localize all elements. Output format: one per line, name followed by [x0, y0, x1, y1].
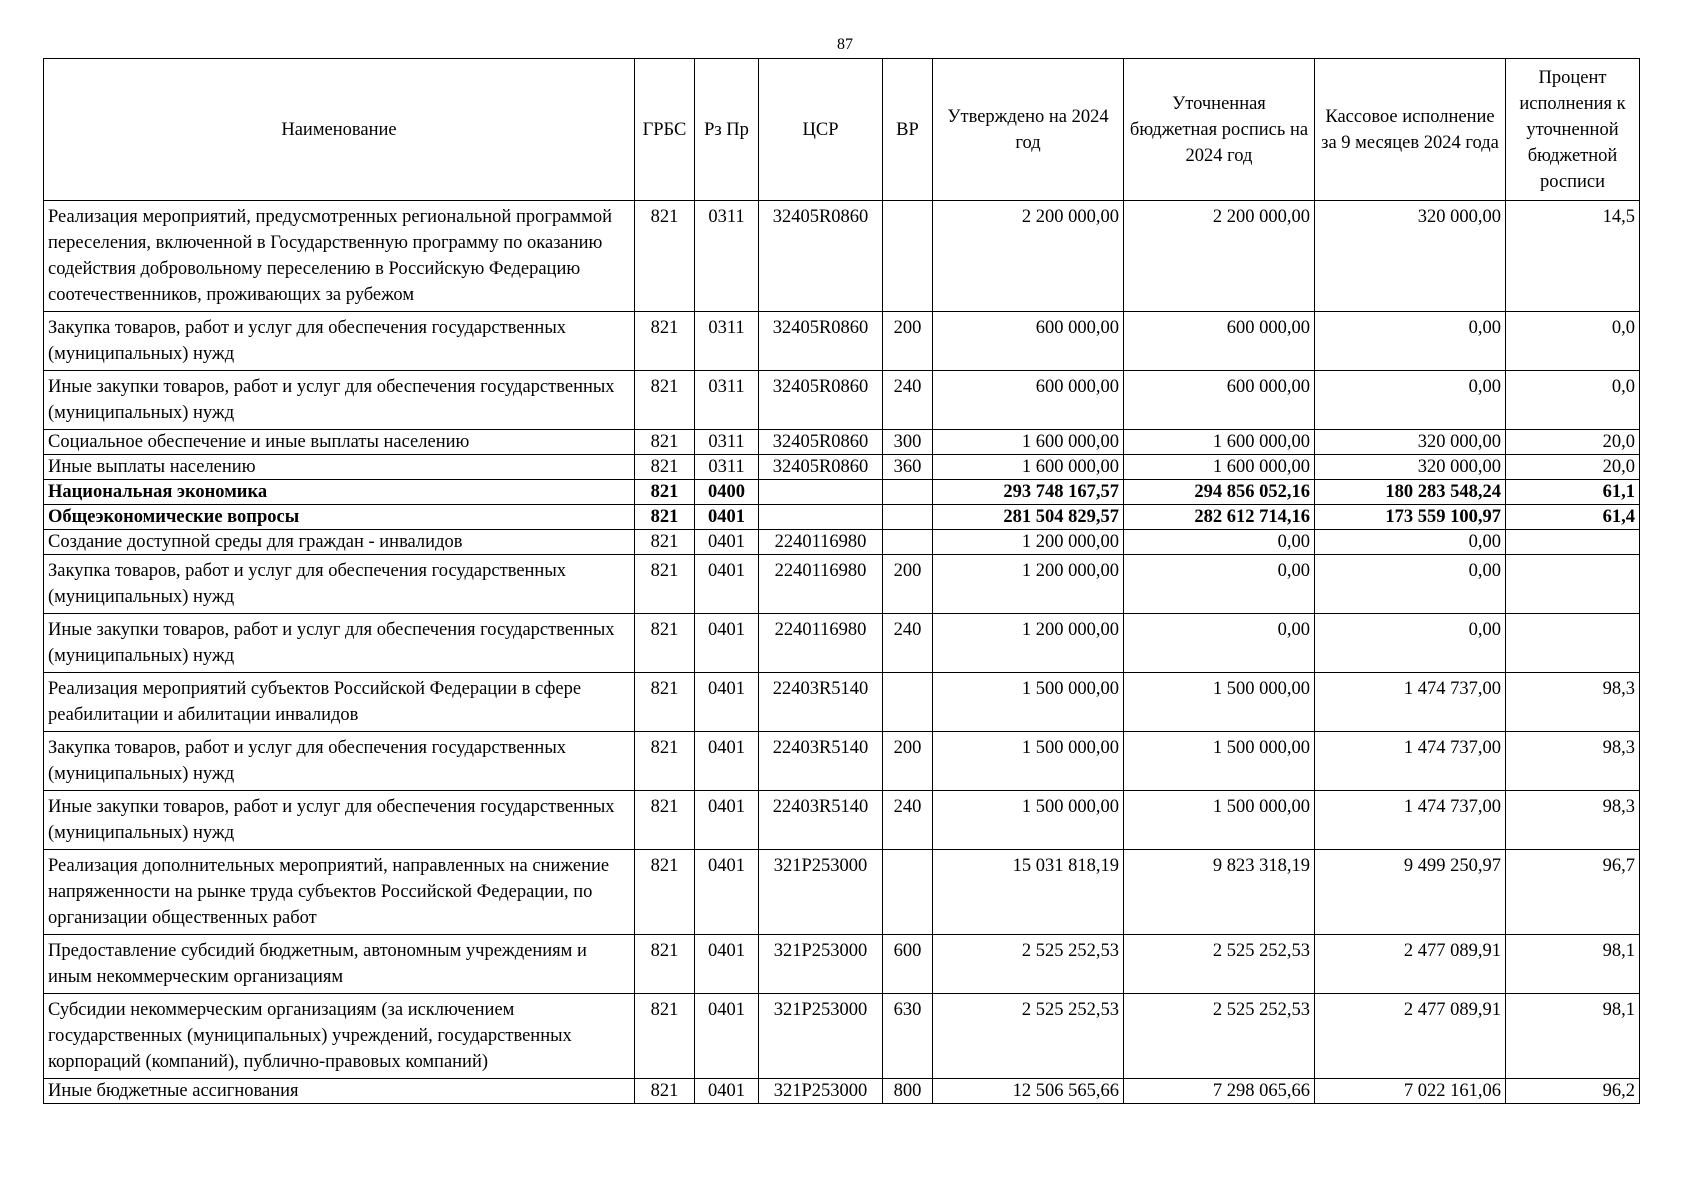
- cell-grbs: 821: [635, 480, 695, 505]
- cell-grbs: 821: [635, 430, 695, 455]
- cell-refined: 1 600 000,00: [1124, 430, 1315, 455]
- column-header-csr: ЦСР: [759, 59, 883, 201]
- cell-name: Реализация мероприятий, предусмотренных региональной программой переселения, включенной в Государственную программу по оказанию содействия добровольному переселению в Российскую Федерацию соотечественников, проживающих за рубежом: [44, 201, 635, 312]
- column-header-percent: Процент исполнения к уточненной бюджетной росписи: [1506, 59, 1640, 201]
- cell-grbs: 821: [635, 994, 695, 1079]
- cell-rzpr: 0401: [695, 850, 759, 935]
- cell-rzpr: 0401: [695, 935, 759, 994]
- cell-approved: 1 200 000,00: [933, 530, 1124, 555]
- cell-rzpr: 0311: [695, 201, 759, 312]
- table-row: [44, 994, 1640, 1079]
- cell-executed: 9 499 250,97: [1315, 850, 1506, 935]
- table-row: [44, 530, 1640, 555]
- cell-vr: 200: [883, 312, 933, 371]
- column-header-name: Наименование: [44, 59, 635, 201]
- cell-name: Предоставление субсидий бюджетным, автономным учреждениям и иным некоммерческим организациям: [44, 935, 635, 994]
- cell-executed: 180 283 548,24: [1315, 480, 1506, 505]
- cell-rzpr: 0401: [695, 555, 759, 614]
- budget-execution-table: [43, 58, 1640, 1104]
- cell-name: Социальное обеспечение и иные выплаты населению: [44, 430, 635, 455]
- cell-grbs: 821: [635, 614, 695, 673]
- cell-refined: 2 525 252,53: [1124, 935, 1315, 994]
- cell-percent: 96,2: [1506, 1079, 1640, 1104]
- column-header-vr: ВР: [883, 59, 933, 201]
- cell-approved: 293 748 167,57: [933, 480, 1124, 505]
- cell-rzpr: 0311: [695, 455, 759, 480]
- cell-executed: 1 474 737,00: [1315, 791, 1506, 850]
- cell-name: Иные закупки товаров, работ и услуг для обеспечения государственных (муниципальных) нужд: [44, 614, 635, 673]
- cell-percent: 96,7: [1506, 850, 1640, 935]
- table-row: [44, 732, 1640, 791]
- cell-grbs: 821: [635, 1079, 695, 1104]
- table-row: [44, 614, 1640, 673]
- table-row: [44, 312, 1640, 371]
- cell-approved: 2 525 252,53: [933, 935, 1124, 994]
- cell-percent: 98,3: [1506, 673, 1640, 732]
- cell-name: Общеэкономические вопросы: [44, 505, 635, 530]
- cell-vr: 360: [883, 455, 933, 480]
- cell-approved: 2 200 000,00: [933, 201, 1124, 312]
- cell-rzpr: 0311: [695, 371, 759, 430]
- cell-csr: 32405R0860: [759, 201, 883, 312]
- cell-name: Закупка товаров, работ и услуг для обеспечения государственных (муниципальных) нужд: [44, 555, 635, 614]
- cell-refined: 1 500 000,00: [1124, 673, 1315, 732]
- cell-grbs: 821: [635, 371, 695, 430]
- column-header-grbs: ГРБС: [635, 59, 695, 201]
- cell-executed: 0,00: [1315, 371, 1506, 430]
- cell-csr: 2240116980: [759, 614, 883, 673]
- cell-executed: 2 477 089,91: [1315, 935, 1506, 994]
- cell-vr: 240: [883, 371, 933, 430]
- cell-refined: 1 600 000,00: [1124, 455, 1315, 480]
- cell-grbs: 821: [635, 935, 695, 994]
- cell-rzpr: 0401: [695, 791, 759, 850]
- cell-percent: 98,1: [1506, 935, 1640, 994]
- cell-percent: 0,0: [1506, 312, 1640, 371]
- cell-vr: 300: [883, 430, 933, 455]
- cell-approved: 1 500 000,00: [933, 791, 1124, 850]
- cell-name: Иные закупки товаров, работ и услуг для обеспечения государственных (муниципальных) нужд: [44, 371, 635, 430]
- cell-vr: 800: [883, 1079, 933, 1104]
- cell-vr: 240: [883, 791, 933, 850]
- cell-percent: [1506, 530, 1640, 555]
- cell-name: Реализация дополнительных мероприятий, направленных на снижение напряженности на рынке труда субъектов Российской Федерации, по организации общественных работ: [44, 850, 635, 935]
- cell-refined: 7 298 065,66: [1124, 1079, 1315, 1104]
- cell-percent: [1506, 555, 1640, 614]
- cell-grbs: 821: [635, 201, 695, 312]
- cell-name: Национальная экономика: [44, 480, 635, 505]
- cell-percent: 14,5: [1506, 201, 1640, 312]
- cell-executed: 0,00: [1315, 530, 1506, 555]
- cell-refined: 282 612 714,16: [1124, 505, 1315, 530]
- page-number: 87: [837, 36, 853, 53]
- cell-vr: 200: [883, 555, 933, 614]
- cell-name: Реализация мероприятий субъектов Российской Федерации в сфере реабилитации и абилитации инвалидов: [44, 673, 635, 732]
- cell-rzpr: 0401: [695, 673, 759, 732]
- table-row: [44, 850, 1640, 935]
- table-row: [44, 1079, 1640, 1104]
- cell-vr: 200: [883, 732, 933, 791]
- cell-grbs: 821: [635, 530, 695, 555]
- cell-percent: 98,3: [1506, 732, 1640, 791]
- table-header-row: [44, 59, 1640, 201]
- cell-refined: 294 856 052,16: [1124, 480, 1315, 505]
- cell-rzpr: 0311: [695, 312, 759, 371]
- column-header-refined: Уточненная бюджетная роспись на 2024 год: [1124, 59, 1315, 201]
- cell-executed: 320 000,00: [1315, 455, 1506, 480]
- cell-approved: 1 200 000,00: [933, 555, 1124, 614]
- cell-csr: 22403R5140: [759, 732, 883, 791]
- table-row: [44, 505, 1640, 530]
- cell-grbs: 821: [635, 850, 695, 935]
- cell-approved: 600 000,00: [933, 371, 1124, 430]
- column-header-approved: Утверждено на 2024 год: [933, 59, 1124, 201]
- cell-approved: 15 031 818,19: [933, 850, 1124, 935]
- cell-percent: 98,1: [1506, 994, 1640, 1079]
- cell-approved: 1 200 000,00: [933, 614, 1124, 673]
- table-row: [44, 555, 1640, 614]
- cell-percent: 0,0: [1506, 371, 1640, 430]
- cell-rzpr: 0401: [695, 732, 759, 791]
- cell-csr: [759, 480, 883, 505]
- cell-name: Закупка товаров, работ и услуг для обеспечения государственных (муниципальных) нужд: [44, 312, 635, 371]
- cell-rzpr: 0401: [695, 1079, 759, 1104]
- cell-csr: 321P253000: [759, 1079, 883, 1104]
- cell-executed: 173 559 100,97: [1315, 505, 1506, 530]
- table-row: [44, 791, 1640, 850]
- cell-refined: 9 823 318,19: [1124, 850, 1315, 935]
- cell-executed: 7 022 161,06: [1315, 1079, 1506, 1104]
- cell-csr: [759, 505, 883, 530]
- cell-rzpr: 0401: [695, 994, 759, 1079]
- cell-name: Иные бюджетные ассигнования: [44, 1079, 635, 1104]
- cell-vr: [883, 201, 933, 312]
- cell-approved: 2 525 252,53: [933, 994, 1124, 1079]
- cell-executed: 1 474 737,00: [1315, 673, 1506, 732]
- cell-csr: 32405R0860: [759, 312, 883, 371]
- cell-approved: 1 500 000,00: [933, 732, 1124, 791]
- cell-grbs: 821: [635, 505, 695, 530]
- cell-rzpr: 0401: [695, 505, 759, 530]
- table-row: [44, 201, 1640, 312]
- cell-grbs: 821: [635, 312, 695, 371]
- cell-approved: 600 000,00: [933, 312, 1124, 371]
- cell-csr: 2240116980: [759, 555, 883, 614]
- table-row: [44, 673, 1640, 732]
- cell-percent: [1506, 614, 1640, 673]
- cell-approved: 1 500 000,00: [933, 673, 1124, 732]
- cell-refined: 0,00: [1124, 614, 1315, 673]
- cell-grbs: 821: [635, 455, 695, 480]
- cell-refined: 1 500 000,00: [1124, 732, 1315, 791]
- cell-grbs: 821: [635, 791, 695, 850]
- cell-csr: 2240116980: [759, 530, 883, 555]
- cell-refined: 600 000,00: [1124, 371, 1315, 430]
- cell-percent: 98,3: [1506, 791, 1640, 850]
- cell-approved: 281 504 829,57: [933, 505, 1124, 530]
- cell-refined: 0,00: [1124, 555, 1315, 614]
- cell-executed: 0,00: [1315, 555, 1506, 614]
- cell-executed: 2 477 089,91: [1315, 994, 1506, 1079]
- cell-percent: 20,0: [1506, 430, 1640, 455]
- cell-name: Создание доступной среды для граждан - инвалидов: [44, 530, 635, 555]
- cell-percent: 61,1: [1506, 480, 1640, 505]
- table-row: [44, 371, 1640, 430]
- table-body: [44, 201, 1640, 1104]
- cell-grbs: 821: [635, 732, 695, 791]
- table-row: [44, 480, 1640, 505]
- cell-grbs: 821: [635, 673, 695, 732]
- cell-approved: 12 506 565,66: [933, 1079, 1124, 1104]
- cell-rzpr: 0401: [695, 530, 759, 555]
- cell-refined: 600 000,00: [1124, 312, 1315, 371]
- cell-vr: [883, 850, 933, 935]
- cell-executed: 320 000,00: [1315, 201, 1506, 312]
- cell-approved: 1 600 000,00: [933, 430, 1124, 455]
- cell-vr: 240: [883, 614, 933, 673]
- cell-name: Иные выплаты населению: [44, 455, 635, 480]
- column-header-rzpr: Рз Пр: [695, 59, 759, 201]
- cell-refined: 1 500 000,00: [1124, 791, 1315, 850]
- cell-approved: 1 600 000,00: [933, 455, 1124, 480]
- cell-name: Закупка товаров, работ и услуг для обеспечения государственных (муниципальных) нужд: [44, 732, 635, 791]
- cell-refined: 0,00: [1124, 530, 1315, 555]
- cell-csr: 32405R0860: [759, 371, 883, 430]
- cell-csr: 32405R0860: [759, 430, 883, 455]
- table-row: [44, 430, 1640, 455]
- cell-csr: 321P253000: [759, 994, 883, 1079]
- cell-vr: [883, 530, 933, 555]
- cell-percent: 61,4: [1506, 505, 1640, 530]
- cell-vr: [883, 505, 933, 530]
- table-row: [44, 455, 1640, 480]
- cell-csr: 22403R5140: [759, 673, 883, 732]
- cell-vr: 630: [883, 994, 933, 1079]
- cell-csr: 321P253000: [759, 935, 883, 994]
- cell-executed: 1 474 737,00: [1315, 732, 1506, 791]
- cell-vr: [883, 480, 933, 505]
- cell-refined: 2 525 252,53: [1124, 994, 1315, 1079]
- cell-name: Субсидии некоммерческим организациям (за исключением государственных (муниципальных) учреждений, государственных корпораций (компаний), публично-правовых компаний): [44, 994, 635, 1079]
- cell-rzpr: 0400: [695, 480, 759, 505]
- cell-executed: 320 000,00: [1315, 430, 1506, 455]
- cell-csr: 22403R5140: [759, 791, 883, 850]
- cell-vr: 600: [883, 935, 933, 994]
- cell-rzpr: 0311: [695, 430, 759, 455]
- table-row: [44, 935, 1640, 994]
- cell-percent: 20,0: [1506, 455, 1640, 480]
- column-header-executed: Кассовое исполнение за 9 месяцев 2024 года: [1315, 59, 1506, 201]
- cell-grbs: 821: [635, 555, 695, 614]
- cell-csr: 321P253000: [759, 850, 883, 935]
- cell-csr: 32405R0860: [759, 455, 883, 480]
- cell-executed: 0,00: [1315, 614, 1506, 673]
- cell-refined: 2 200 000,00: [1124, 201, 1315, 312]
- cell-name: Иные закупки товаров, работ и услуг для обеспечения государственных (муниципальных) нужд: [44, 791, 635, 850]
- cell-executed: 0,00: [1315, 312, 1506, 371]
- cell-rzpr: 0401: [695, 614, 759, 673]
- cell-vr: [883, 673, 933, 732]
